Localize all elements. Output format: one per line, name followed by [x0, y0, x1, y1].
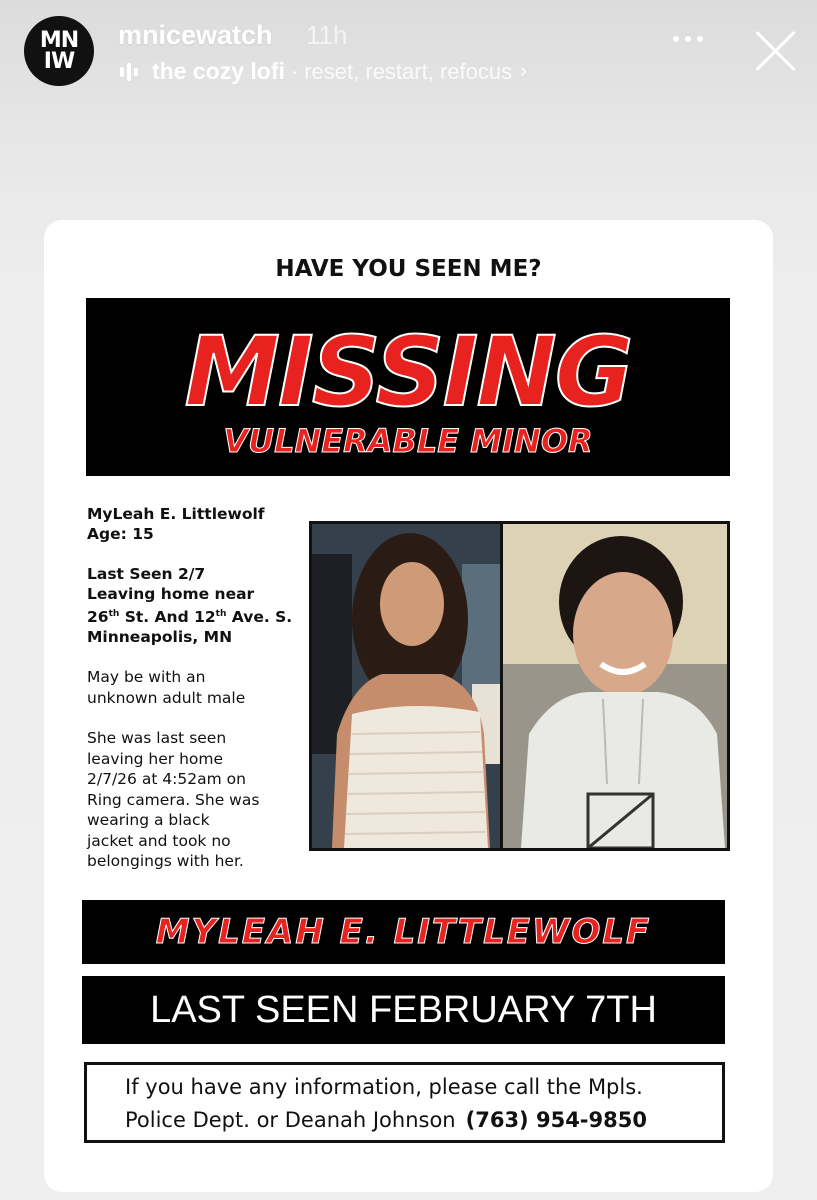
- person-details: [87, 504, 297, 872]
- detail-city: Minneapolis, MN: [87, 628, 233, 646]
- detail-name: MyLeah E. Littlewolf: [87, 505, 265, 523]
- track-name: reset, restart, refocus: [304, 58, 513, 84]
- detail-desc-1: She was last seen: [87, 729, 227, 747]
- detail-last-seen: Last Seen 2/7: [87, 565, 206, 583]
- detail-desc-6: jacket and took no: [87, 831, 231, 850]
- song-name: the cozy lofi: [152, 58, 285, 84]
- post-time: 11h: [306, 20, 348, 50]
- missing-title: MISSING: [184, 316, 632, 428]
- detail-desc-7: belongings with her.: [87, 852, 244, 870]
- photo-right-illustration: [503, 524, 727, 848]
- contact-phone[interactable]: (763) 954-9850: [465, 1108, 647, 1132]
- more-options-icon[interactable]: [673, 36, 703, 42]
- avatar[interactable]: [24, 16, 94, 86]
- contact-line-1: If you have any information, please call the Mpls.: [125, 1075, 643, 1099]
- poster-headline: HAVE YOU SEEN ME?: [275, 256, 542, 282]
- contact-line-2: Police Dept. or Deanah Johnson (763) 954-9850: [125, 1108, 647, 1132]
- avatar-text-bottom: IW: [43, 49, 75, 74]
- avatar-text-top: MN: [39, 28, 79, 53]
- missing-poster: [44, 220, 773, 1192]
- last-seen-banner: LAST SEEN FEBRUARY 7TH: [82, 976, 725, 1044]
- missing-banner: [86, 298, 730, 476]
- close-icon[interactable]: [752, 28, 798, 74]
- photo-left: [312, 524, 500, 848]
- detail-desc-4: Ring camera. She was: [87, 790, 260, 809]
- chevron-right-icon: ›: [520, 60, 527, 82]
- detail-may-be-1: May be with an: [87, 668, 206, 686]
- photo-right: [503, 524, 727, 848]
- detail-desc-2: leaving her home: [87, 749, 224, 768]
- username[interactable]: mnicewatch: [118, 20, 273, 50]
- name-banner: MYLEAH E. LITTLEWOLF: [82, 900, 725, 964]
- contact-info-box: [84, 1062, 725, 1143]
- detail-desc-5: wearing a black: [87, 811, 210, 829]
- music-separator: ·: [290, 58, 299, 84]
- vulnerable-minor-subtitle: VULNERABLE MINOR: [223, 422, 593, 460]
- photo-panel: [309, 521, 730, 851]
- detail-desc-3: 2/7/26 at 4:52am on: [87, 770, 246, 788]
- story-header: [0, 0, 817, 110]
- detail-street: 26th St. And 12th Ave. S.: [87, 608, 293, 626]
- music-attribution[interactable]: [120, 58, 527, 85]
- music-bars-icon: [120, 63, 138, 81]
- detail-age: Age: 15: [87, 525, 154, 543]
- detail-leaving: Leaving home near: [87, 585, 255, 603]
- detail-may-be-2: unknown adult male: [87, 688, 246, 707]
- photo-left-illustration: [312, 524, 500, 848]
